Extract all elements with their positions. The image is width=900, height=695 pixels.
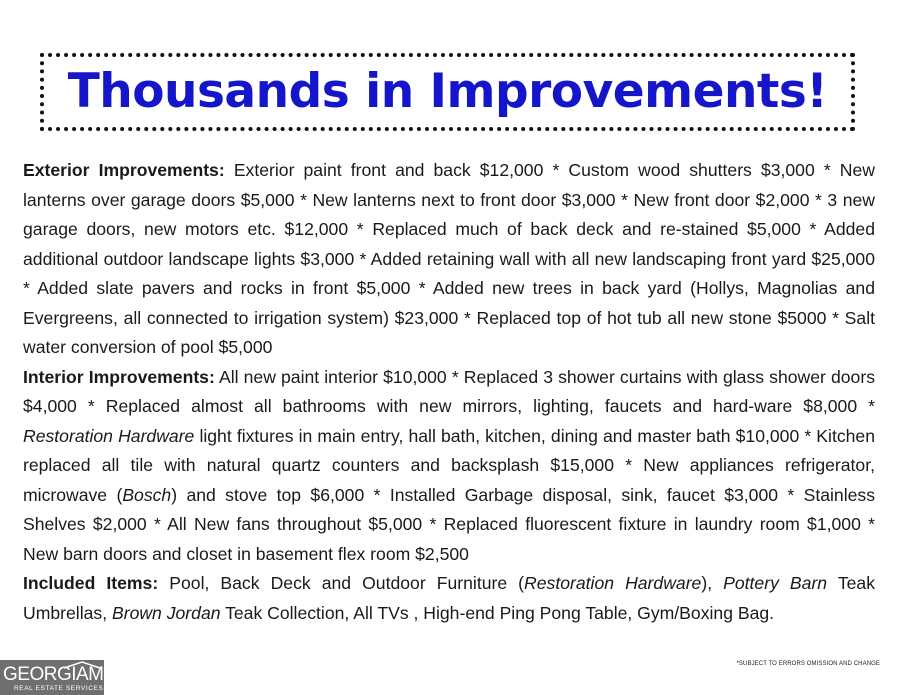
included-text-3: Teak Umbrellas, xyxy=(23,573,875,623)
included-text-4: Teak Collection, All TVs , High-end Ping Pong Table, Gym/Boxing Bag. xyxy=(220,602,775,623)
included-text-1: Pool, Back Deck and Outdoor Furniture ( xyxy=(169,573,525,593)
interior-brand-bosch: Bosch xyxy=(122,484,172,505)
interior-paragraph xyxy=(23,363,875,570)
page-title: Thousands in Improvements! xyxy=(67,63,828,119)
logo-text: GEORGIAMLS xyxy=(3,664,126,685)
interior-brand-restoration: Restoration Hardware xyxy=(23,425,195,446)
exterior-paragraph xyxy=(23,156,875,363)
logo-subtext: REAL ESTATE SERVICES xyxy=(14,685,104,692)
exterior-heading: Exterior Improvements: xyxy=(23,160,225,180)
georgia-mls-logo xyxy=(0,660,126,695)
interior-heading: Interior Improvements: xyxy=(23,366,215,387)
included-paragraph xyxy=(23,569,875,628)
interior-text-3: ) and stove top $6,000 * Installed Garbage disposal, sink, faucet $3,000 * Stainless Shelves $2,000 * All New fans throughout $5,000 * Replaced fluorescent fixture in laundry room $1,000 * New barn doors and closet in basement flex room $2,500 xyxy=(23,484,876,564)
exterior-text: Exterior paint front and back $12,000 * Custom wood shutters $3,000 * New lanterns over garage doors $5,000 * New lanterns next to front door $3,000 * New front door $2,000 * 3 new garage doors, new motors etc. $12,000 * Replaced much of back deck and re-stained $5,000 * Added additional outdoor landscape lights $3,000 * Added retaining wall with all new landscaping front yard $25,000 * Added slate pavers and rocks in front $5,000 * Added new trees in back yard (Hollys, Magnolias and Evergreens, all connected to irrigation system) $23,000 * Replaced top of hot tub all new stone $5000 * Salt water conversion of pool $5,000 xyxy=(23,160,875,357)
included-text-2: ), xyxy=(701,573,724,593)
included-brand-pottery-barn: Pottery Barn xyxy=(723,573,828,593)
title-box xyxy=(40,53,855,131)
interior-text-1: All new paint interior $10,000 * Replaced 3 shower curtains with glass shower doors $4,000 * Replaced almost all bathrooms with new mirrors, lighting, faucets and hard-ware $8,000 * xyxy=(23,366,875,416)
disclaimer: *SUBJECT TO ERRORS OMISSION AND CHANGE xyxy=(736,661,880,667)
included-brand-brown-jordan: Brown Jordan xyxy=(111,602,221,623)
interior-text-2: light fixtures in main entry, hall bath, kitchen, dining and master bath $10,000 * Kitchen replaced all tile with natural quartz counters and backsplash $15,000 * New appliances refrigerator, microwave ( xyxy=(23,425,875,505)
improvements-text xyxy=(23,156,875,628)
included-brand-restoration: Restoration Hardware xyxy=(524,573,702,593)
included-heading: Included Items: xyxy=(23,573,159,593)
